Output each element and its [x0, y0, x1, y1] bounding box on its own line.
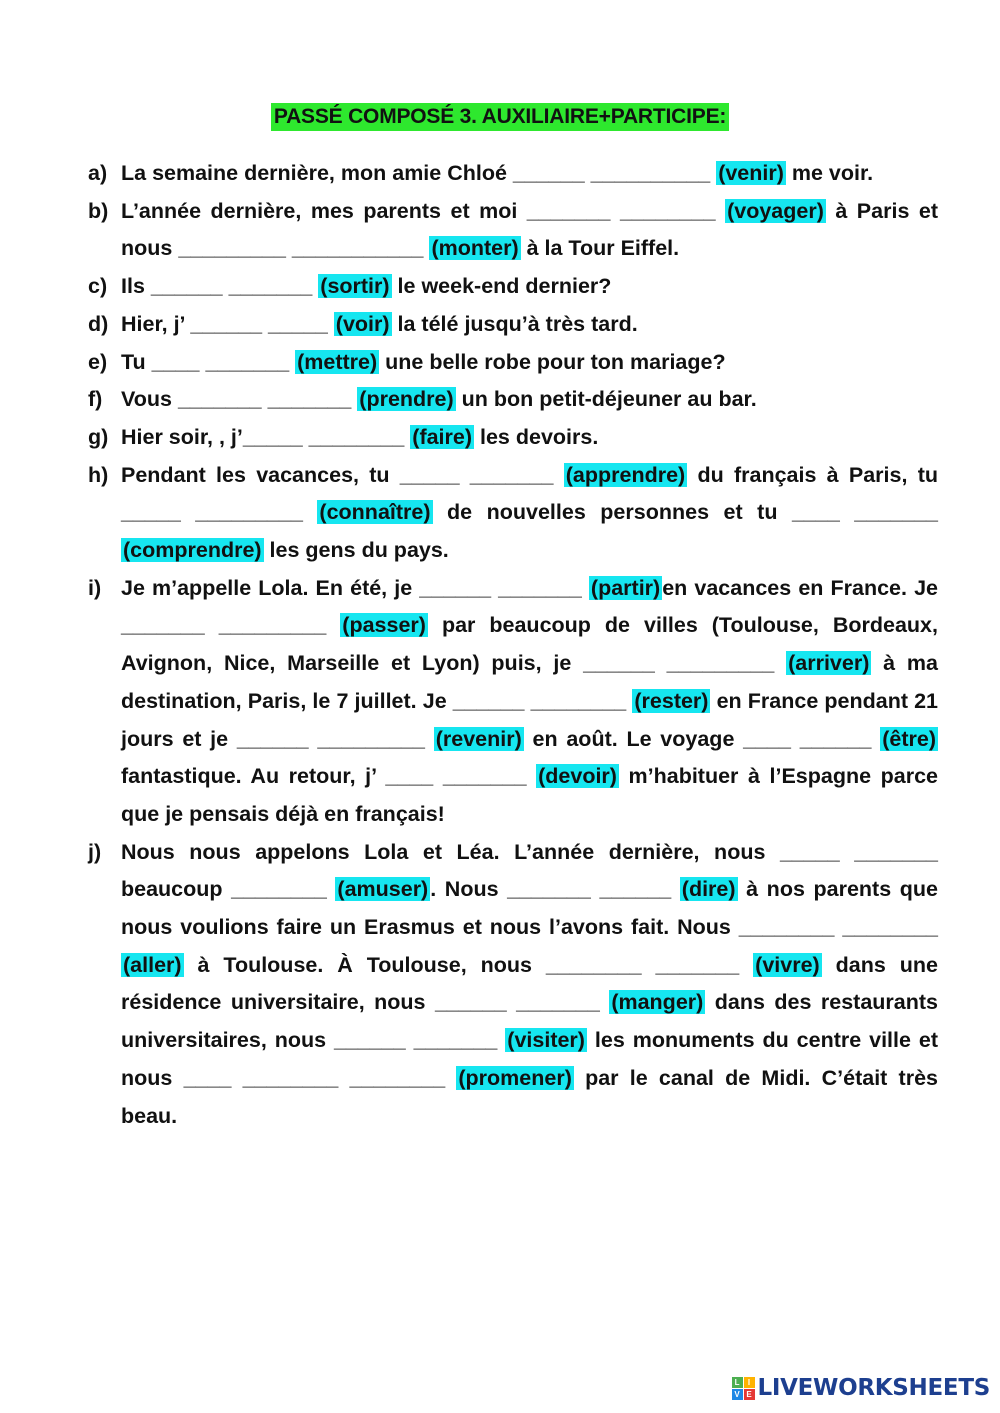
sentence-fragment: Tu ____ _______ [121, 349, 296, 374]
sentence-fragment: fantastique. Au retour, j’ ____ _______ [121, 764, 537, 789]
sentence-fragment: L’année dernière, mes parents et moi _______ ________ [121, 198, 726, 223]
liveworksheets-logo [732, 1375, 990, 1401]
logo-mark-icon [732, 1377, 755, 1400]
sentence-fragment: le week-end dernier? [391, 274, 612, 299]
verb-highlight: (passer) [342, 613, 426, 638]
exercise-label: f) [88, 387, 103, 412]
verb-highlight: (amuser) [337, 877, 429, 902]
sentence-fragment: Je m’appelle Lola. En été, je ______ _______ [121, 575, 589, 600]
exercise-item [88, 306, 938, 344]
exercise-item [88, 344, 938, 382]
sentence-fragment: Vous _______ _______ [121, 387, 358, 412]
verb-highlight: (comprendre) [123, 538, 262, 563]
exercise-label: j) [88, 839, 102, 864]
sentence-fragment: en France pendant 21 jours et je ______ _________ [121, 688, 938, 751]
sentence-fragment: à nos parents que nous voulions faire un Erasmus et nous l’avons fait. Nous ________ ________ [121, 877, 938, 940]
worksheet-title: PASSÉ COMPOSÉ 3. AUXILIAIRE+PARTICIPE: [271, 103, 729, 131]
exercise-item [88, 268, 938, 306]
verb-highlight: (être) [882, 726, 936, 751]
exercise-label: c) [88, 274, 108, 299]
logo-mark-letter: L [732, 1377, 743, 1388]
exercise-item [88, 155, 938, 193]
sentence-fragment: une belle robe pour ton mariage? [379, 349, 726, 374]
sentence-fragment: Pendant les vacances, tu _____ _______ [121, 462, 564, 487]
exercise-item [88, 381, 938, 419]
verb-highlight: (partir) [590, 575, 661, 600]
exercise-text [121, 570, 938, 834]
verb-highlight: (rester) [634, 688, 709, 713]
verb-highlight: (apprendre) [565, 462, 686, 487]
sentence-fragment: à Paris et nous _________ ___________ [121, 198, 938, 261]
sentence-fragment: m’habituer à l’Espagne parce que je pensais déjà en français! [121, 764, 939, 826]
verb-highlight: (connaître) [319, 500, 431, 525]
exercise-list [88, 155, 938, 1135]
logo-mark-letter: I [744, 1377, 755, 1388]
verb-highlight: (devoir) [538, 764, 617, 789]
exercise-label: e) [88, 349, 108, 374]
verb-highlight: (voyager) [727, 198, 824, 223]
verb-highlight: (voir) [335, 311, 390, 336]
exercise-label: h) [88, 462, 109, 487]
sentence-fragment: par le canal de Midi. C’était très beau. [121, 1065, 938, 1128]
verb-highlight: (promener) [458, 1065, 572, 1090]
verb-highlight: (monter) [431, 236, 519, 261]
exercise-item [88, 834, 938, 1136]
sentence-fragment: dans une résidence universitaire, nous ______ _______ [121, 952, 938, 1015]
exercise-item [88, 193, 938, 268]
exercise-text [121, 381, 938, 419]
exercise-label: g) [88, 424, 109, 449]
verb-highlight: (sortir) [320, 274, 390, 299]
sentence-fragment: du français à Paris, tu _____ _________ [121, 462, 938, 525]
sentence-fragment: . Nous _______ ______ [430, 877, 680, 902]
sentence-fragment: dans des restaurants universitaires, nous ______ _______ [121, 990, 938, 1053]
sentence-fragment: à la Tour Eiffel. [520, 236, 680, 261]
title-wrapper [0, 103, 1000, 131]
verb-highlight: (revenir) [435, 726, 522, 751]
sentence-fragment: Hier, j’ ______ _____ [121, 311, 334, 336]
verb-highlight: (aller) [123, 952, 182, 977]
exercise-text [121, 193, 938, 268]
verb-highlight: (vivre) [755, 952, 820, 977]
exercise-text [121, 155, 938, 193]
verb-highlight: (faire) [412, 424, 473, 449]
exercise-text [121, 419, 938, 457]
exercise-label: d) [88, 311, 109, 336]
exercise-label: b) [88, 198, 109, 223]
verb-highlight: (venir) [718, 161, 784, 185]
sentence-fragment: la télé jusqu’à très tard. [391, 311, 638, 336]
sentence-fragment: à ma destination, Paris, le 7 juillet. Je ______ ________ [121, 651, 938, 713]
verb-highlight: (mettre) [297, 349, 378, 374]
verb-highlight: (arriver) [788, 651, 870, 676]
verb-highlight: (visiter) [507, 1028, 585, 1053]
sentence-fragment: à Toulouse. À Toulouse, nous ________ _______ [183, 952, 754, 977]
exercise-text [121, 457, 938, 570]
exercise-label: i) [88, 575, 102, 600]
logo-mark-letter: E [744, 1389, 755, 1400]
sentence-fragment: La semaine dernière, mon amie Chloé ______ __________ [121, 161, 717, 185]
sentence-fragment: par beaucoup de villes (Toulouse, Bordeaux, Avignon, Nice, Marseille et Lyon) puis, je ______ _________ [121, 613, 938, 676]
exercise-label: a) [88, 161, 108, 185]
sentence-fragment: en août. Le voyage ____ ______ [523, 726, 881, 751]
sentence-fragment: de nouvelles personnes et tu ____ _______ [432, 500, 938, 525]
verb-highlight: (manger) [611, 990, 704, 1015]
sentence-fragment: les devoirs. [474, 424, 599, 449]
exercise-item [88, 419, 938, 457]
exercise-item [88, 457, 938, 570]
sentence-fragment: en vacances en France. Je _______ _________ [121, 575, 938, 638]
verb-highlight: (prendre) [359, 387, 454, 412]
logo-text: LIVEWORKSHEETS [757, 1375, 990, 1401]
exercise-text [121, 834, 938, 1136]
sentence-fragment: Nous nous appelons Lola et Léa. L’année dernière, nous _____ _______ beaucoup ________ [121, 839, 938, 902]
sentence-fragment: les monuments du centre ville et nous ____ ________ ________ [121, 1028, 938, 1090]
sentence-fragment: Hier soir, , j’_____ ________ [121, 424, 411, 449]
sentence-fragment: les gens du pays. [263, 538, 449, 563]
exercise-text [121, 306, 938, 344]
sentence-fragment: me voir. [785, 161, 874, 185]
logo-mark-letter: V [732, 1389, 743, 1400]
sentence-fragment: un bon petit-déjeuner au bar. [455, 387, 757, 412]
exercise-item [88, 570, 938, 834]
verb-highlight: (dire) [681, 877, 736, 902]
exercise-text [121, 268, 938, 306]
exercise-text [121, 344, 938, 382]
sentence-fragment: Ils ______ _______ [121, 274, 319, 299]
